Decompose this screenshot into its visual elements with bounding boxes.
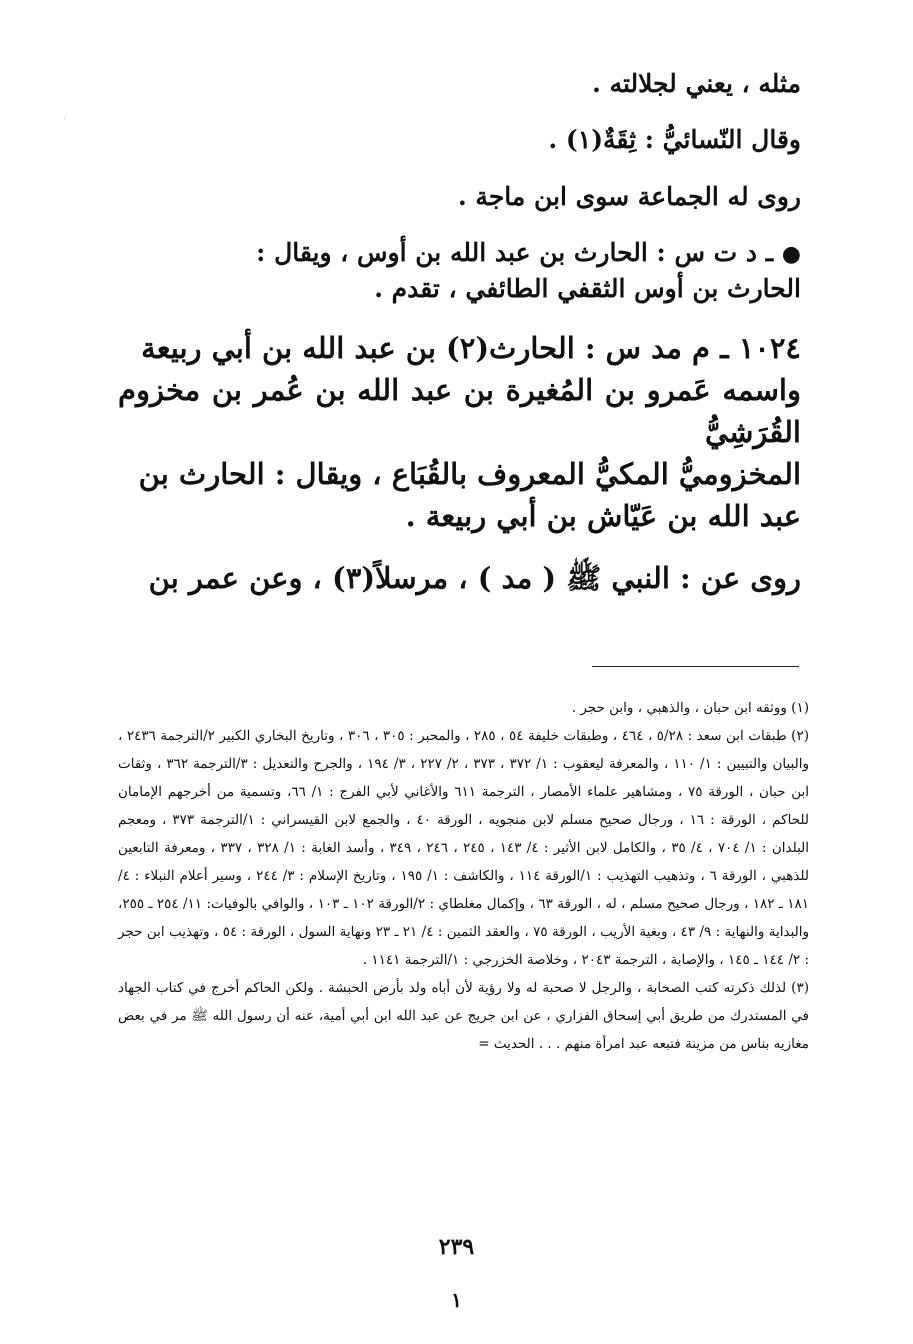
main-line-2: وقال النّسائيُّ : ثِقَةٌ(١) .: [548, 125, 801, 155]
main-line-3: روى له الجماعة سوى ابن ماجة .: [458, 181, 801, 211]
cross-reference-text: ـ د ت س : الحارث بن عبد الله بن أوس ، ويقال :: [256, 237, 774, 267]
entry-line-4: عبد الله بن عَيّاش بن أبي ربيعة .: [405, 499, 801, 534]
footnotes: [118, 694, 809, 1058]
entry-line-2: واسمه عَمرو بن المُغيرة بن عبد الله بن عُمر بن مخزوم القُرَشِيُّ: [118, 373, 801, 450]
entry-line-1: ١٠٢٤ ـ م مد س : الحارث(٢) بن عبد الله بن أبي ربيعة: [141, 331, 801, 366]
signature-mark: ١: [451, 1288, 462, 1312]
biography-entry: [118, 327, 801, 599]
cross-reference-line-1: [118, 235, 801, 271]
main-line-1: مثله ، يعني لجلالته .: [592, 69, 801, 98]
footnote-2: (٢) طبقات ابن سعد : ٥/٢٨ ، ٤٦٤ ، وطبقات خليفة ٥٤ ، ٢٨٥ ، والمحبر : ٣٠٥ ، ٣٠٦ ، وتاريخ البخاري الكبير ٢/الترجمة ٢٤٣٦ ، والبيان والتبيين : ١/ ١١٠ ، والمعرفة ليعقوب : ١/ ٣٧٢ ، ٣٧٣ ، ٢/ ٢٢٧ ، ٣/ ١٩٤ ، والجرح والتعديل : ٣/الترجمة ٣٦٢ ، وثقات ابن حبان ، الورقة ٧٥ ، ومشاهير علماء الأمصار ، الترجمة ٦١١ والأغاني لأبي الفرج : ١/ ٦٦، وتسمية من أخرجهم الإمامان للحاكم ، الورقة : ١٦ ، ورجال صحيح مسلم لابن منجويه ، الورقة ٤٠ ، والجمع لابن القيسراني : ١/الترجمة ٣٧٣ ، ومعجم البلدان : ١/ ٧٠٤ ، ٤/ ٣٥ ، والكامل لابن الأثير : ٤/ ١٤٣ ، ٢٤٥ ، ٢٤٦ ، ٣٤٩ ، وأسد الغابة : ١/ ٣٢٨ ، ٣٣٧ ، ومعرفة التابعين للذهبي ، الورقة ٦ ، وتذهيب التهذيب : ١/الورقة ١١٤ ، والكاشف : ١/ ١٩٥ ، وتاريخ الإسلام : ٣/ ٢٤٤ ، وسير أعلام النبلاء : ٤/ ١٨١ ـ ١٨٢ ، ورجال صحيح مسلم ، له ، الورقة ٦٣ ، وإكمال مغلطاي : ٢/الورقة ١٠٢ ـ ١٠٣ ، والوافي بالوفيات: ١١/ ٢٥٤ ـ ٢٥٥، والبداية والنهاية : ٩/ ٤٣ ، وبغية الأريب ، الورقة ٧٥ ، والعقد الثمين : ٤/ ٢١ ـ ٢٣ ونهاية السول ، الورقة : ٥٤ ، وتهذيب ابن حجر : ٢/ ١٤٤ ـ ١٤٥ ، والإصابة ، الترجمة ٢٠٤٣ ، وخلاصة الخزرجي : ١/الترجمة ١١٤١ .: [118, 728, 810, 968]
cross-reference-line-2: الحارث بن أوس الثقفي الطائفي ، تقدم .: [374, 274, 801, 303]
entry-line-3: المخزوميُّ المكيُّ المعروف بالقُبَاع ، ويقال : الحارث بن: [138, 457, 801, 492]
margin-speck: [64, 118, 65, 119]
footnote-separator: [592, 666, 799, 667]
page-number: ٢٣٩: [438, 1234, 475, 1260]
footnote-3: (٣) لذلك ذكرته كتب الصحابة ، والرجل لا صحبة له ولا رؤية لأن أباه ولد بأرض الحبشة . ولكن الحاكم أخرج في كتاب الجهاد في المستدرك من طريق أبي إسحاق الفزاري ، عن ابن جريج عن عبد الله ابن أبي أمية، عنه أن رسول الله ﷺ مر في بعض مغازيه بناس من مزينة فتبعه عبد امرأة منهم . . . الحديث =: [118, 980, 809, 1052]
bullet-icon: ●: [781, 240, 801, 267]
entry-narration: روى عن : النبي ﷺ ( مد ) ، مرسلاً(٣) ، وعن عمر بن: [148, 561, 801, 596]
footnote-1: (١) ووثقه ابن حبان ، والذهبي ، وابن حجر .: [571, 700, 809, 716]
main-text: [118, 66, 801, 600]
